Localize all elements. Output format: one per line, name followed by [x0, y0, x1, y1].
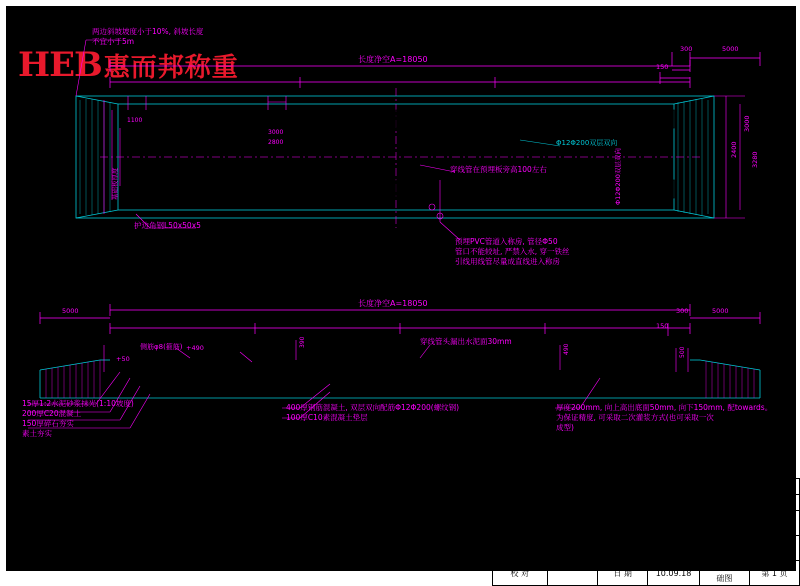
- table-row: [493, 536, 800, 561]
- note-slope-1: 两边斜坡坡度小于10%, 斜坡长度: [92, 27, 204, 36]
- td-a: 18050: [547, 495, 598, 511]
- top-overall-dim: 长度净空A=18050: [358, 55, 428, 64]
- top-dim-3000: 3000: [743, 115, 751, 132]
- side-dim-300: 300: [676, 307, 689, 315]
- side-dim-5000-left: 5000: [62, 307, 79, 315]
- value-checker: [648, 511, 700, 536]
- th-d: 代码 D 尺寸: [699, 479, 749, 495]
- top-dim-left-2800: 2800: [268, 139, 284, 146]
- value-date: 10.09.18: [648, 561, 700, 586]
- top-dim-150: 150: [656, 63, 669, 71]
- td-c: 4450: [648, 495, 700, 511]
- section-mark-label: M-M1面: [158, 159, 185, 167]
- top-dim-left-1100: 1100: [127, 117, 143, 124]
- top-dim-3280: 3280: [751, 151, 759, 168]
- callout-compacted-soil: 素土夯实: [22, 429, 52, 438]
- note-pvc-1: 预埋PVC管道入称房, 管径Φ50: [455, 237, 558, 246]
- note-rebar-plan: Φ12Φ200双层双向: [556, 139, 618, 147]
- th-a: 代码 A 尺寸: [547, 479, 598, 495]
- label-drafter: 制 图: [493, 536, 548, 561]
- top-dim-2400: 2400: [730, 141, 738, 158]
- title-block-table: [492, 478, 800, 586]
- side-seg-d: D=4450: [466, 319, 498, 328]
- top-seg-c: C=4450: [320, 73, 351, 82]
- callout-rc-slab: 400厚钢筋混凝土, 双层双向配筋Φ12Φ200(螺纹钢): [286, 403, 460, 412]
- callout-c20: 200厚C20混凝土: [22, 409, 82, 418]
- label-approver: 审 定: [598, 536, 648, 561]
- side-overall-dim: 长度净空A=18050: [358, 299, 428, 308]
- label-checker: 审 核: [598, 511, 648, 536]
- callout-c10-cushion: 100厚C10素混凝土垫层: [286, 413, 368, 422]
- side-dim-200: 490: [563, 343, 570, 355]
- top-dim-left-3000: 3000: [268, 129, 284, 136]
- value-designer: 胡志球: [547, 511, 598, 536]
- td-spec: 3.0 x 18: [493, 495, 548, 511]
- top-seg-e: E=4425: [600, 73, 631, 82]
- td-e: 4425: [749, 495, 799, 511]
- company-name: 东莞惠而邦称重设备有限公司: [699, 511, 799, 536]
- table-row: [493, 511, 800, 536]
- td-b: 4425: [598, 495, 648, 511]
- table-row: [493, 479, 800, 495]
- th-c: 代码 C 尺寸: [648, 479, 700, 495]
- table-row: [493, 561, 800, 586]
- top-dim-5000: 5000: [722, 45, 739, 53]
- note-pvc-3: 引线用线管尽量成直线进入称房: [455, 257, 560, 266]
- td-d: 4450: [699, 495, 749, 511]
- callout-thickness-2: 为保证精度, 可采取二次灌浆方式(也可采取一次: [556, 413, 714, 422]
- top-seg-d: D=4450: [465, 69, 497, 78]
- page-title: 3×18米基坑图纸: [340, 21, 444, 36]
- note-conduit-height: 穿线管在预埋板旁高100左右: [450, 165, 547, 174]
- side-dim-500: 500: [679, 346, 686, 358]
- page-number: 第 1 页: [749, 561, 799, 586]
- note-slab-thickness-vertical: 基础板厚度: [111, 167, 119, 200]
- side-dim-5000-right: 5000: [712, 307, 729, 315]
- callout-mortar: 15厚1:2水泥砂浆抹光(1:10坡度): [22, 399, 134, 408]
- value-drafter: 刘双喜: [547, 536, 598, 561]
- note-conduit-exposed: 穿线管头漏出水泥面30mm: [420, 337, 512, 346]
- side-seg-e: E=4425: [600, 329, 631, 338]
- side-seg-c: C=4450: [322, 329, 353, 338]
- th-b: 代码 B 尺寸: [598, 479, 648, 495]
- logo-latin-text: HEB: [18, 45, 102, 85]
- total-pages: 共 2 页: [749, 536, 799, 561]
- callout-thickness-1: 厚度200mm, 向上高出底面50mm, 向下150mm, 配towards。: [556, 403, 773, 412]
- note-stirrup: 侧筋φ8(箍筋): [140, 343, 183, 351]
- side-dim-390: 390: [299, 336, 306, 348]
- drawing-name: 无基坑式基础图: [699, 561, 749, 586]
- label-designer: 设 计: [493, 511, 548, 536]
- label-proofreader: 校 对: [493, 561, 548, 586]
- th-spec: 规格尺寸: [493, 479, 548, 495]
- th-e: 代码 E 尺寸: [749, 479, 799, 495]
- table-row: [493, 495, 800, 511]
- note-plus50: +50: [116, 355, 130, 363]
- callout-thickness-3: 成型): [556, 423, 574, 432]
- note-angle-steel: 护边角钢L50x50x5: [134, 221, 201, 230]
- note-slope-2: 不宜小于5m: [92, 37, 135, 46]
- note-rebar-vertical: Φ12Φ200双层双向: [614, 148, 622, 205]
- top-dim-300: 300: [680, 45, 693, 53]
- value-proofreader: [547, 561, 598, 586]
- side-seg-b: B=4425: [178, 319, 209, 328]
- project-name: (地磅3米宽) 四段式基础: [699, 536, 749, 561]
- logo-cn-text: 惠而邦称重: [103, 53, 239, 83]
- value-approver: [648, 536, 700, 561]
- side-dim-490: +490: [186, 344, 204, 352]
- callout-gravel: 150厚碎石夯实: [22, 419, 74, 428]
- label-date: 日 期: [598, 561, 648, 586]
- note-pvc-2: 管口不能较址, 严禁入水, 穿一铁丝: [455, 247, 570, 256]
- side-dim-150: 150: [656, 322, 669, 330]
